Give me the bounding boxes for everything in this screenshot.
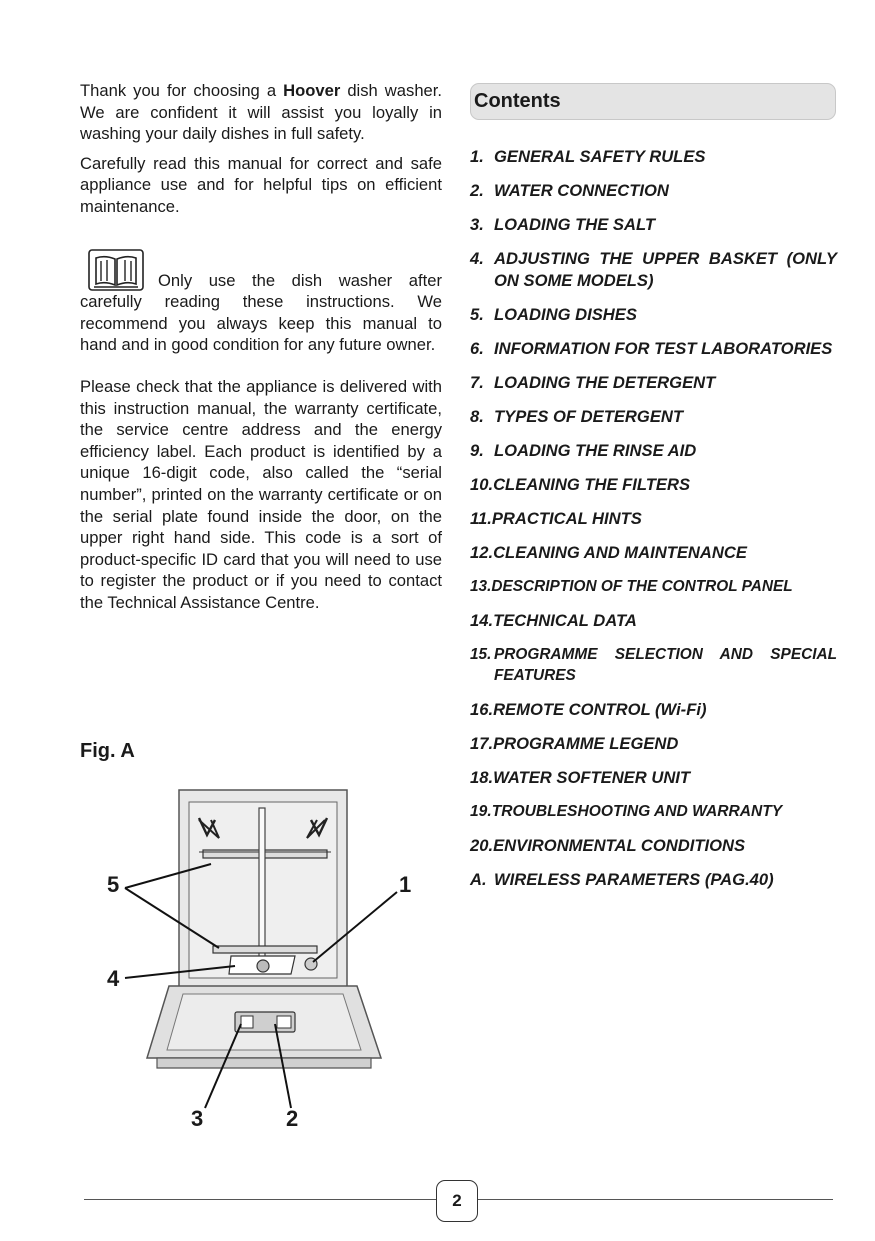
footer-rule-left [84,1199,436,1200]
dishwasher-figure [95,780,435,1140]
toc-item[interactable]: 3. LOADING THE SALT [470,215,656,234]
callout-4: 4 [107,966,120,991]
intro-paragraph-serial-number: Please check that the appliance is delivered with this instruction manual, the warranty certificate, the service centre address and the energy efficiency label. Each product is identified by a unique 16-digit code, also called the “serial number”, printed on the warranty certificate or on the serial plate found inside the door, on the upper right hand side. This code is a sort of product-specific ID card that you will need to use to register the product or if you need to contact the Technical Assistance Centre. [80,376,442,612]
toc-item[interactable]: 5. LOADING DISHES [470,304,637,324]
table-of-contents [470,146,837,903]
contents-header [470,83,836,120]
water-feed-pipe [259,808,265,968]
figure-title: Fig. A [80,740,135,762]
toc-item[interactable]: 9. LOADING THE RINSE AID [470,440,697,460]
page-number: 2 [436,1180,478,1222]
open-book-icon [88,249,144,291]
brand-name: Hoover [283,81,341,100]
toc-item[interactable]: 1. GENERAL SAFETY RULES [470,147,706,166]
footer-rule-right [478,1199,833,1200]
toc-item[interactable]: 8. TYPES OF DETERGENT [470,406,684,426]
dishwasher-illustration [95,780,435,1140]
toc-item[interactable]: 4. ADJUSTING THE UPPER BASKET (ONLY ON SOME MODELS) [470,249,837,290]
callout-2: 2 [286,1106,299,1131]
lower-spray-arm [213,946,317,953]
toc-item[interactable]: 10. CLEANING THE FILTERS [470,474,691,494]
toc-item[interactable]: 12. CLEANING AND MAINTENANCE [470,542,747,562]
toc-item[interactable]: 18. WATER SOFTENER UNIT [470,768,691,787]
toc-item[interactable]: 7. LOADING THE DETERGENT [470,372,716,392]
toc-item[interactable]: 11. PRACTICAL HINTS [470,508,642,528]
toc-item[interactable]: 16. REMOTE CONTROL (Wi-Fi) [470,700,707,719]
intro-column [80,80,442,622]
callout-1: 1 [399,872,412,897]
intro-paragraph-keep-manual: Only use the dish washer after carefully reading these instructions. We recommend you always keep this manual to hand and in good condition for any future owner. [80,270,442,355]
toc-item[interactable]: 19. TROUBLESHOOTING AND WARRANTY [470,803,783,820]
manual-notice [80,249,442,356]
intro-paragraph-thanks: Thank you for choosing a Hoover dish washer. We are confident it will assist you loyally in washing your daily dishes in full safety. [80,81,442,144]
toc-item[interactable]: 20. ENVIRONMENTAL CONDITIONS [470,836,746,855]
toc-item[interactable]: 6. INFORMATION FOR TEST LABORATORIES [470,338,833,358]
contents-title: Contents [474,90,561,112]
toc-item[interactable]: 2. WATER CONNECTION [470,181,669,200]
callout-5: 5 [107,872,120,897]
toc-item[interactable]: 15. PROGRAMME SELECTION AND SPECIAL FEATURES [470,645,837,684]
toc-item[interactable]: 17. PROGRAMME LEGEND [470,734,679,753]
intro-paragraph-read-manual: Carefully read this manual for correct and safe appliance use and for helpful tips on efficient maintenance. [80,153,442,216]
toc-item[interactable]: A. WIRELESS PARAMETERS (PAG.40) [470,870,774,889]
toc-item[interactable]: 13. DESCRIPTION OF THE CONTROL PANEL [470,577,793,595]
callout-3: 3 [191,1106,204,1131]
toc-item[interactable]: 14. TECHNICAL DATA [470,610,637,630]
